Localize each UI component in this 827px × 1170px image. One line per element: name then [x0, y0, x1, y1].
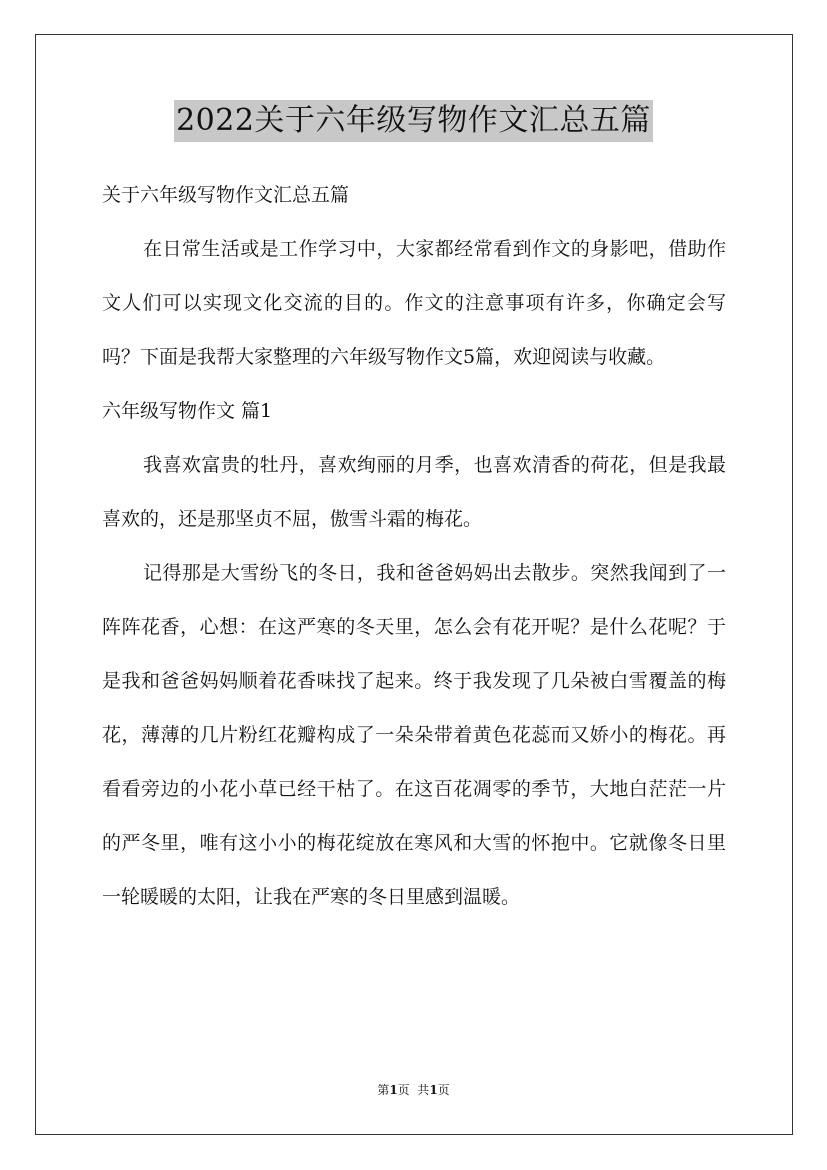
title-container — [0, 100, 827, 142]
document-body — [102, 168, 726, 924]
footer-page-prefix: 第 — [377, 1083, 390, 1097]
body-paragraph-2: 记得那是大雪纷飞的冬日，我和爸爸妈妈出去散步。突然我闻到了一阵阵花香，心想：在这严寒的冬天里，怎么会有花开呢？是什么花呢？于是我和爸爸妈妈顺着花香味找了起来。终于我发现了几朵被白雪覆盖的梅花，薄薄的几片粉红花瓣构成了一朵朵带着黄色花蕊而又娇小的梅花。再看看旁边的小花小草已经干枯了。在这百花凋零的季节，大地白茫茫一片的严冬里，唯有这小小的梅花绽放在寒风和大雪的怀抱中。它就像冬日里一轮暖暖的太阳，让我在严寒的冬日里感到温暖。 — [102, 562, 726, 908]
footer-page-suffix: 页 — [437, 1083, 450, 1097]
page-footer — [0, 1082, 827, 1098]
document-title: 2022关于六年级写物作文汇总五篇 — [174, 100, 653, 142]
subtitle: 关于六年级写物作文汇总五篇 — [102, 184, 350, 206]
section-heading: 六年级写物作文 篇1 — [102, 400, 273, 422]
intro-paragraph: 在日常生活或是工作学习中，大家都经常看到作文的身影吧，借助作文人们可以实现文化交流的目的。作文的注意事项有许多，你确定会写吗？下面是我帮大家整理的六年级写物作文5篇，欢迎阅读与收藏。 — [102, 238, 726, 368]
footer-page-total: 1 — [429, 1083, 438, 1097]
footer-page-current: 1 — [389, 1083, 398, 1097]
footer-page-mid: 页 共 — [397, 1083, 430, 1097]
body-paragraph-1: 我喜欢富贵的牡丹，喜欢绚丽的月季，也喜欢清香的荷花，但是我最喜欢的，还是那坚贞不屈，傲雪斗霜的梅花。 — [102, 454, 726, 530]
